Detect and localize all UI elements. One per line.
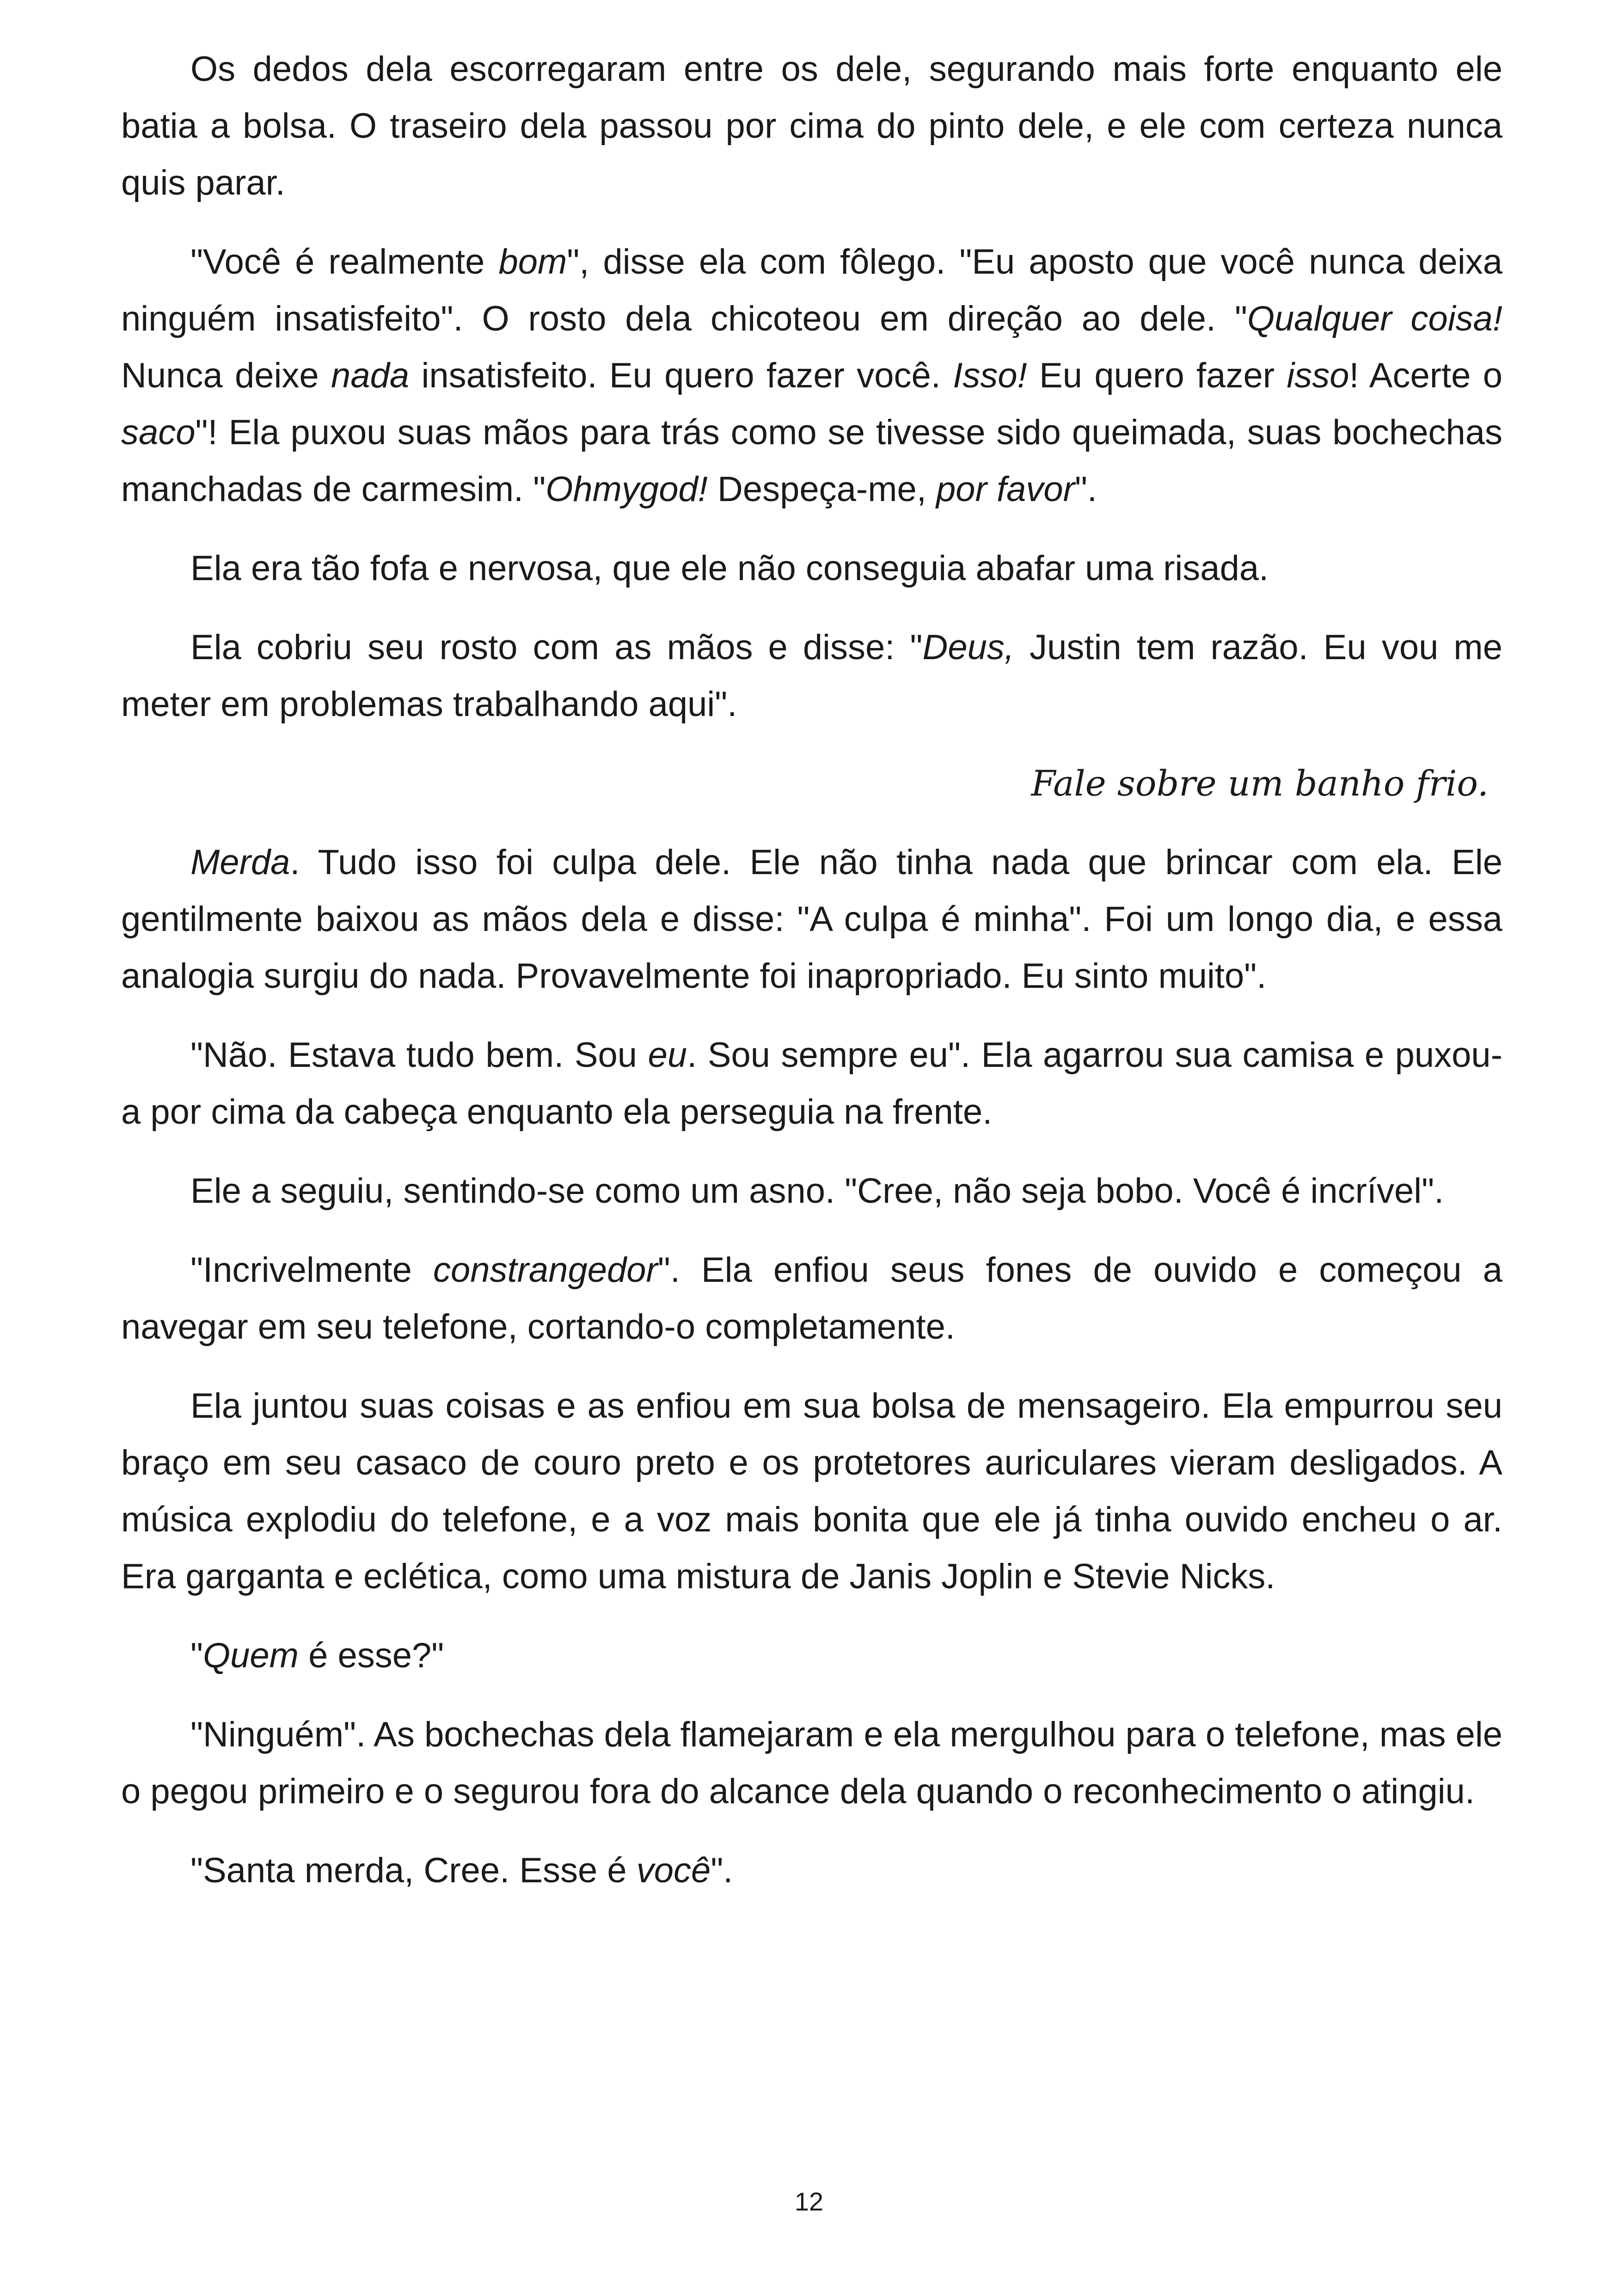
emphasis-text: bom [498, 242, 567, 282]
thought-line [121, 755, 1502, 812]
text-segment: "Incrivelmente [190, 1250, 433, 1290]
emphasis-text: Qualquer coisa! [1247, 299, 1502, 338]
text-segment: Justin tem razão. Eu vou me meter em problemas trabalhando aqui". [121, 628, 1503, 724]
text-segment: ". [1074, 470, 1097, 509]
text-segment: Ela juntou suas coisas e as enfiou em sua bolsa de mensageiro. Ela empurrou seu braço em seu casaco de couro preto e os protetores auriculares vieram desligados. A música explodiu do telefone, e a voz mais bonita que ele já tinha ouvido encheu o ar. Era garganta e eclética, como uma mistura de Janis Joplin e Stevie Nicks. [121, 1386, 1502, 1596]
text-segment: . Sou sempre eu". Ela agarrou sua camisa e puxou-a por cima da cabeça enquanto ela perseguia na frente. [121, 1035, 1502, 1132]
paragraph [121, 619, 1502, 733]
text-segment: é esse?" [298, 1636, 444, 1675]
paragraph [121, 834, 1502, 1004]
text-segment: "Ninguém". As bochechas dela flamejaram e ela mergulhou para o telefone, mas ele o pegou primeiro e o segurou fora do alcance dela quando o reconhecimento o atingiu. [121, 1715, 1503, 1811]
paragraph [121, 1627, 1502, 1684]
emphasis-text: isso [1287, 356, 1349, 395]
paragraph [121, 540, 1502, 597]
text-segment: insatisfeito. Eu quero fazer você. [409, 356, 953, 395]
emphasis-text: saco [121, 413, 196, 452]
text-segment: Ele a seguiu, sentindo-se como um asno. "Cree, não seja bobo. Você é incrível". [190, 1171, 1444, 1211]
paragraph [121, 1842, 1502, 1899]
text-segment: Despeça-me, [707, 470, 937, 509]
emphasis-text: Deus, [922, 628, 1015, 667]
paragraph [121, 1378, 1502, 1605]
paragraph [121, 1163, 1502, 1219]
text-segment: "! Ela puxou suas mãos para trás como se tivesse sido queimada, suas bochechas manchadas de carmesim. " [121, 413, 1502, 509]
emphasis-text: Ohmygod! [545, 470, 708, 509]
emphasis-text: Fale sobre um banho frio. [1031, 763, 1489, 804]
emphasis-text: nada [331, 356, 410, 395]
text-segment: Eu quero fazer [1027, 356, 1287, 395]
text-segment: ", disse ela com fôlego. "Eu aposto que você nunca deixa ninguém insatisfeito". O rosto dela chicoteou em direção ao dele. " [121, 242, 1502, 338]
emphasis-text: Quem [202, 1636, 299, 1675]
text-segment: "Não. Estava tudo bem. Sou [190, 1035, 648, 1075]
emphasis-text: Isso! [953, 356, 1027, 395]
page-number: 12 [794, 2187, 824, 2216]
paragraph [121, 233, 1502, 518]
emphasis-text: você [636, 1851, 711, 1890]
emphasis-text: Merda [190, 843, 290, 882]
text-segment: Os dedos dela escorregaram entre os dele, segurando mais forte enquanto ele batia a bolsa. O traseiro dela passou por cima do pinto dele, e ele com certeza nunca quis parar. [121, 49, 1502, 202]
text-segment: Ela cobriu seu rosto com as mãos e disse: " [190, 628, 923, 667]
text-segment: Ela era tão fofa e nervosa, que ele não conseguia abafar uma risada. [190, 549, 1269, 588]
text-segment: ! Acerte o [1349, 356, 1503, 395]
paragraph [121, 41, 1502, 211]
paragraph [121, 1027, 1502, 1140]
paragraph [121, 1706, 1502, 1820]
paragraph [121, 1242, 1502, 1355]
text-segment: Nunca deixe [121, 356, 331, 395]
text-segment: " [190, 1636, 203, 1675]
text-segment: ". Ela enfiou seus fones de ouvido e começou a navegar em seu telefone, cortando-o completamente. [121, 1250, 1502, 1347]
text-segment: . Tudo isso foi culpa dele. Ele não tinha nada que brincar com ela. Ele gentilmente baixou as mãos dela e disse: "A culpa é minha". Foi um longo dia, e essa analogia surgiu do nada. Provavelmente foi inapropriado. Eu sinto muito". [121, 843, 1502, 996]
text-segment: "Santa merda, Cree. Esse é [190, 1851, 637, 1890]
emphasis-text: eu [648, 1035, 687, 1075]
text-segment: "Você é realmente [190, 242, 499, 282]
emphasis-text: por favor [936, 470, 1075, 509]
text-segment: ". [711, 1851, 733, 1890]
emphasis-text: constrangedor [433, 1250, 658, 1290]
text-column [121, 41, 1502, 1921]
